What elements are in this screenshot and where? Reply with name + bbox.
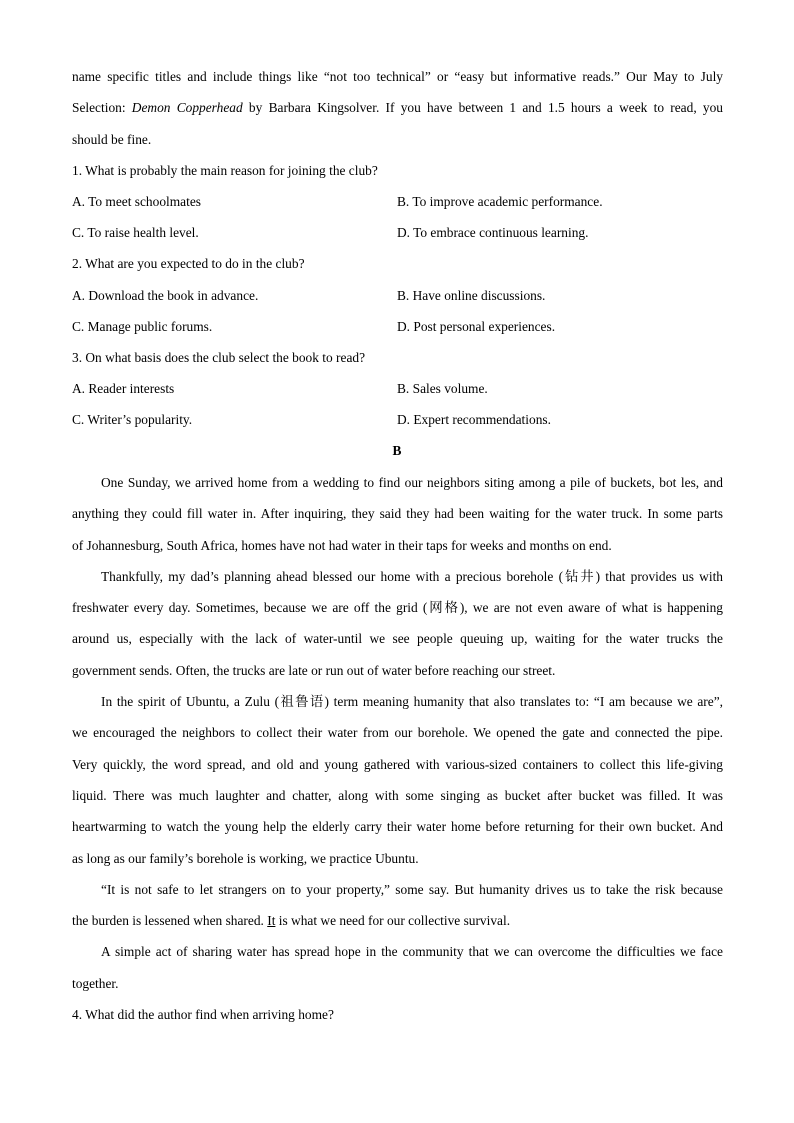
paragraph-line: freshwater every day. Sometimes, because we are off the grid (网格), we are not even aware of what is happening xyxy=(72,600,723,616)
text-span: by Barbara Kingsolver. If you have between 1 and 1.5 hours a week to read, you xyxy=(242,100,723,116)
paragraph-line: “It is not safe to let strangers on to your property,” some say. But humanity drives us to take the risk because xyxy=(101,881,723,897)
text-span: is what we need for our collective survival. xyxy=(275,913,511,929)
paragraph-line: One Sunday, we arrived home from a wedding to find our neighbors siting among a pile of buckets, bot les, and xyxy=(101,475,723,490)
paragraph-line: we encouraged the neighbors to collect their water from our borehole. We opened the gate and connected the pipe. xyxy=(72,725,723,741)
intro-line xyxy=(72,92,723,123)
paragraph-line: as long as our family’s borehole is working, we practice Ubuntu. xyxy=(72,850,419,866)
paragraph-line: heartwarming to watch the young help the elderly carry their water home before returning for their own bucket. And xyxy=(72,819,723,835)
book-title: Demon Copperhead xyxy=(131,100,243,116)
paragraph-line: In the spirit of Ubuntu, a Zulu (祖鲁语) term meaning humanity that also translates to: “I am because we are”, xyxy=(101,694,723,710)
intro-line: name specific titles and include things like “not too technical” or “easy but informative reads.” Our May to July xyxy=(72,69,723,84)
option-1b: B. To improve academic performance. xyxy=(397,194,603,209)
question-4: 4. What did the author find when arriving home? xyxy=(72,1007,334,1023)
option-2d: D. Post personal experiences. xyxy=(397,319,556,334)
option-3b: B. Sales volume. xyxy=(397,381,488,396)
paragraph-line: of Johannesburg, South Africa, homes have not had water in their taps for weeks and months on end. xyxy=(72,537,612,553)
paragraph-line: anything they could fill water in. After inquiring, they said they had been waiting for the water truck. In some parts xyxy=(72,506,723,522)
question-1: 1. What is probably the main reason for joining the club? xyxy=(72,163,378,178)
option-2b: B. Have online discussions. xyxy=(397,288,546,303)
text-span: the burden is lessened when shared. xyxy=(72,913,268,929)
section-heading: B xyxy=(392,443,402,458)
paragraph-line: Thankfully, my dad’s planning ahead blessed our home with a precious borehole (钻井) that provides us with xyxy=(101,568,723,584)
text-span: Selection: xyxy=(72,100,132,116)
option-2a: A. Download the book in advance. xyxy=(72,288,259,303)
option-3a: A. Reader interests xyxy=(72,381,175,396)
paragraph-line: Very quickly, the word spread, and old and young gathered with various-sized containers to collect this life-giving xyxy=(72,756,723,772)
option-1a: A. To meet schoolmates xyxy=(72,194,201,209)
paragraph-line xyxy=(72,905,723,936)
passage-b xyxy=(72,467,723,1030)
question-2: 2. What are you expected to do in the club? xyxy=(72,256,305,271)
underlined-word: It xyxy=(267,913,276,929)
option-3c: C. Writer’s popularity. xyxy=(72,412,193,427)
option-1c: C. To raise health level. xyxy=(72,225,199,240)
intro-line: should be fine. xyxy=(72,131,152,147)
paragraph-line: together. xyxy=(72,975,119,991)
option-3d: D. Expert recommendations. xyxy=(397,412,551,427)
paragraph-line: A simple act of sharing water has spread hope in the community that we can overcome the difficulties we face xyxy=(101,944,723,960)
option-1d: D. To embrace continuous learning. xyxy=(397,225,589,240)
paragraph-line: government sends. Often, the trucks are late or run out of water before reaching our street. xyxy=(72,662,556,678)
paragraph-line: liquid. There was much laughter and chatter, along with some singing as bucket after bucket was filled. It was xyxy=(72,787,723,803)
question-3: 3. On what basis does the club select the book to read? xyxy=(72,350,366,365)
intro-passage xyxy=(72,61,723,155)
option-2c: C. Manage public forums. xyxy=(72,319,213,334)
paragraph-line: around us, especially with the lack of water-until we see people queuing up, waiting for the water trucks the xyxy=(72,631,723,647)
